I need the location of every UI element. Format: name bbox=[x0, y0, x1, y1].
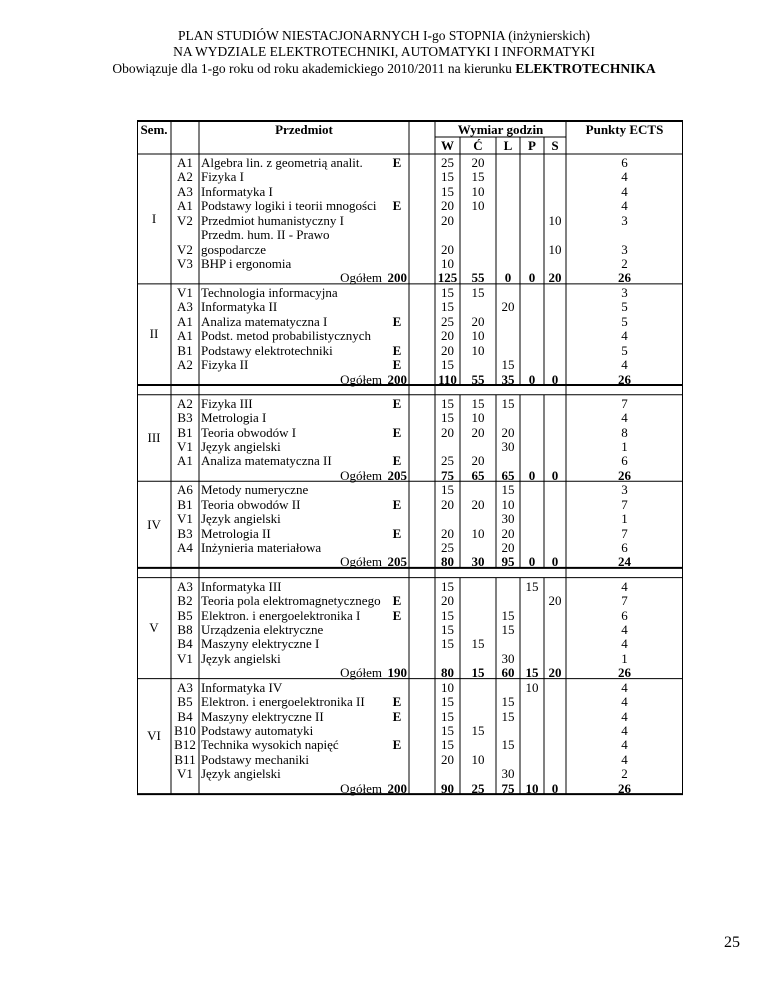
subject-code: A6 bbox=[177, 482, 193, 498]
exam-marker: E bbox=[392, 342, 402, 358]
header-line-2: NA WYDZIALE ELEKTROTECHNIKI, AUTOMATYKI I INFORMATYKI bbox=[173, 44, 595, 59]
ects-points: 3 bbox=[621, 284, 628, 300]
ects-points: 6 bbox=[621, 453, 628, 469]
hours-l: 15 bbox=[501, 607, 515, 623]
hours-l: 15 bbox=[501, 621, 515, 637]
hours-c: 15 bbox=[471, 722, 485, 738]
subject-code: V1 bbox=[177, 284, 193, 300]
subject-name: Algebra lin. z geometrią analit. bbox=[201, 155, 363, 170]
subject-name: Elektron. i energoelektronika I bbox=[201, 607, 361, 623]
hours-c: 10 bbox=[471, 751, 485, 767]
total-label: Ogółem bbox=[340, 467, 382, 483]
header-line-3 bbox=[0, 61, 768, 77]
subject-name: Przedm. hum. II - Prawo bbox=[201, 227, 330, 243]
hours-w: 25 bbox=[441, 540, 454, 556]
hours-w: 15 bbox=[441, 183, 454, 199]
ects-points: 2 bbox=[621, 256, 628, 272]
subject-name: Podst. metod probabilistycznych bbox=[201, 328, 372, 344]
hours-w: 25 bbox=[441, 155, 454, 170]
subject-code: B10 bbox=[174, 722, 196, 738]
hours-p: 10 bbox=[525, 679, 539, 695]
ects-points: 5 bbox=[621, 313, 628, 329]
ects-points: 7 bbox=[621, 525, 628, 541]
ects-points: 7 bbox=[621, 395, 628, 411]
subject-name: Teoria pola elektromagnetycznego bbox=[201, 593, 381, 609]
subject-name: Język angielski bbox=[201, 766, 281, 782]
subject-name: Język angielski bbox=[201, 511, 281, 527]
hours-s: 10 bbox=[548, 212, 562, 228]
exam-marker: E bbox=[392, 453, 402, 469]
semester-label: IV bbox=[147, 516, 161, 532]
hours-w: 15 bbox=[441, 722, 454, 738]
total-l: 0 bbox=[504, 270, 512, 286]
subject-name: Przedmiot humanistyczny I bbox=[201, 212, 344, 228]
total-c: 55 bbox=[471, 270, 485, 286]
exam-marker: E bbox=[392, 424, 402, 440]
subject-name: Fizyka I bbox=[201, 169, 244, 185]
hours-c: 20 bbox=[471, 453, 485, 469]
total-s: 0 bbox=[551, 467, 559, 483]
hours-w: 10 bbox=[441, 256, 454, 272]
total-label: Ogółem bbox=[340, 554, 382, 570]
ects-points: 8 bbox=[621, 424, 628, 440]
subject-code: V2 bbox=[177, 212, 193, 228]
total-c: 30 bbox=[471, 554, 485, 570]
hours-c: 10 bbox=[471, 328, 485, 344]
hours-l: 20 bbox=[501, 525, 515, 541]
subject-code: V2 bbox=[177, 241, 193, 257]
total-w: 90 bbox=[441, 780, 454, 796]
subject-code: A3 bbox=[177, 679, 193, 695]
total-s: 0 bbox=[551, 780, 559, 796]
hours-w: 20 bbox=[441, 593, 454, 609]
subject-code: B11 bbox=[174, 751, 196, 767]
total-w: 80 bbox=[441, 554, 454, 570]
subject-code: A2 bbox=[177, 357, 193, 373]
subject-code: A1 bbox=[177, 198, 193, 214]
hours-w: 20 bbox=[441, 525, 454, 541]
hours-l: 15 bbox=[501, 482, 515, 498]
hours-w: 15 bbox=[441, 607, 454, 623]
hours-c: 10 bbox=[471, 410, 485, 426]
ects-points: 3 bbox=[621, 241, 628, 257]
exam-marker: E bbox=[392, 607, 402, 623]
subject-code: A1 bbox=[177, 313, 193, 329]
exam-marker: E bbox=[392, 155, 402, 170]
subject-code: V3 bbox=[177, 256, 193, 272]
total-l: 60 bbox=[501, 665, 515, 681]
subject-code: A4 bbox=[177, 540, 193, 556]
hours-w: 15 bbox=[441, 578, 454, 594]
hours-c: 15 bbox=[471, 284, 485, 300]
ects-points: 4 bbox=[621, 737, 628, 753]
hours-w: 15 bbox=[441, 410, 454, 426]
hours-s: 20 bbox=[548, 593, 562, 609]
subject-code: A1 bbox=[177, 155, 193, 170]
subject-code: B4 bbox=[177, 636, 193, 652]
total-ects: 26 bbox=[618, 665, 631, 681]
hours-l: 20 bbox=[501, 424, 515, 440]
semester-label: I bbox=[151, 210, 157, 226]
ects-points: 2 bbox=[621, 766, 628, 782]
subject-code: A2 bbox=[177, 169, 193, 185]
subject-name: Podstawy elektrotechniki bbox=[201, 342, 333, 358]
hours-w: 20 bbox=[441, 198, 454, 214]
subject-code: B5 bbox=[177, 694, 193, 710]
hours-w: 15 bbox=[441, 395, 454, 411]
subject-name: Język angielski bbox=[201, 438, 281, 454]
total-ects: 26 bbox=[618, 467, 631, 483]
hours-l: 15 bbox=[501, 708, 515, 724]
total-p: 0 bbox=[528, 467, 536, 483]
page-number: 25 bbox=[724, 934, 740, 951]
subject-code: B12 bbox=[174, 737, 196, 753]
ects-points: 4 bbox=[621, 679, 628, 695]
hours-c: 10 bbox=[471, 183, 485, 199]
hours-l: 30 bbox=[501, 766, 515, 782]
hours-c: 20 bbox=[471, 155, 485, 170]
semester-label: V bbox=[149, 620, 159, 636]
hours-w: 15 bbox=[441, 694, 454, 710]
subject-code: A3 bbox=[177, 299, 193, 315]
total-l: 75 bbox=[501, 780, 515, 796]
subject-name: Technologia informacyjna bbox=[201, 284, 338, 300]
hours-l: 20 bbox=[501, 540, 515, 556]
column-header-sem: Sem. bbox=[140, 122, 168, 137]
hours-p: 15 bbox=[525, 578, 539, 594]
subject-name: Analiza matematyczna I bbox=[201, 313, 328, 329]
hours-w: 15 bbox=[441, 357, 454, 373]
hours-l: 30 bbox=[501, 511, 515, 527]
subject-code: A3 bbox=[177, 578, 193, 594]
column-header-s: S bbox=[551, 138, 559, 153]
subject-name: Elektron. i energoelektronika II bbox=[201, 694, 365, 710]
exam-marker: E bbox=[392, 593, 402, 609]
hours-w: 15 bbox=[441, 636, 454, 652]
subject-name: Teoria obwodów II bbox=[201, 496, 301, 512]
hours-l: 10 bbox=[501, 496, 515, 512]
hours-c: 10 bbox=[471, 525, 485, 541]
ects-points: 5 bbox=[621, 342, 628, 358]
hours-c: 20 bbox=[471, 313, 485, 329]
hours-w: 25 bbox=[441, 313, 454, 329]
subject-name: Analiza matematyczna II bbox=[201, 453, 332, 469]
hours-w: 20 bbox=[441, 212, 454, 228]
total-s: 20 bbox=[548, 665, 562, 681]
subject-name: Teoria obwodów I bbox=[201, 424, 297, 440]
ects-points: 4 bbox=[621, 198, 628, 214]
column-header-subject: Przedmiot bbox=[275, 122, 333, 137]
total-w: 80 bbox=[441, 665, 454, 681]
subject-name: BHP i ergonomia bbox=[201, 256, 292, 272]
subject-code: A2 bbox=[177, 395, 193, 411]
ects-points: 4 bbox=[621, 636, 628, 652]
ects-points: 4 bbox=[621, 694, 628, 710]
exam-marker: E bbox=[392, 198, 402, 214]
subject-code: B2 bbox=[177, 593, 193, 609]
subject-name: Technika wysokich napięć bbox=[201, 737, 339, 753]
column-header-l: L bbox=[503, 138, 513, 153]
study-plan-table bbox=[137, 120, 683, 800]
hours-c: 20 bbox=[471, 424, 485, 440]
hours-w: 15 bbox=[441, 482, 454, 498]
total-p: 0 bbox=[528, 270, 536, 286]
hours-s: 10 bbox=[548, 241, 562, 257]
subject-code: B1 bbox=[177, 342, 193, 358]
subject-name: Fizyka II bbox=[201, 357, 249, 373]
ects-points: 3 bbox=[621, 482, 628, 498]
total-ects: 26 bbox=[618, 371, 631, 387]
hours-c: 15 bbox=[471, 395, 485, 411]
total-hours: 200 bbox=[387, 270, 407, 286]
subject-name-continued: gospodarcze bbox=[201, 241, 266, 257]
subject-name: Informatyka III bbox=[201, 578, 282, 594]
subject-code: A1 bbox=[177, 453, 193, 469]
ects-points: 1 bbox=[621, 650, 628, 666]
header-line-1: PLAN STUDIÓW NIESTACJONARNYCH I-go STOPNIA (inżynierskich) bbox=[177, 28, 591, 43]
exam-marker: E bbox=[392, 496, 402, 512]
subject-name: Podstawy logiki i teorii mnogości bbox=[201, 198, 377, 214]
subject-name: Maszyny elektryczne I bbox=[201, 636, 320, 652]
subject-name: Inżynieria materiałowa bbox=[201, 540, 322, 556]
ects-points: 4 bbox=[621, 328, 628, 344]
subject-code: V1 bbox=[177, 438, 193, 454]
hours-w: 15 bbox=[441, 284, 454, 300]
exam-marker: E bbox=[392, 708, 402, 724]
total-label: Ogółem bbox=[340, 371, 382, 387]
total-label: Ogółem bbox=[340, 665, 382, 681]
hours-c: 10 bbox=[471, 342, 485, 358]
hours-w: 20 bbox=[441, 342, 454, 358]
column-header-c: Ć bbox=[473, 138, 483, 153]
hours-w: 20 bbox=[441, 496, 454, 512]
subject-name: Podstawy mechaniki bbox=[201, 751, 309, 767]
subject-name: Informatyka II bbox=[201, 299, 278, 315]
ects-points: 6 bbox=[621, 607, 628, 623]
total-ects: 26 bbox=[618, 780, 631, 796]
total-l: 95 bbox=[501, 554, 515, 570]
hours-l: 15 bbox=[501, 737, 515, 753]
hours-w: 15 bbox=[441, 299, 454, 315]
subject-code: B8 bbox=[177, 621, 193, 637]
subject-code: V1 bbox=[177, 650, 193, 666]
semester-label: II bbox=[149, 326, 159, 342]
exam-marker: E bbox=[392, 737, 402, 753]
header-line-3-prefix: Obowiązuje dla 1-go roku od roku akademickiego 2010/2011 na kierunku bbox=[112, 61, 516, 76]
total-w: 75 bbox=[441, 467, 454, 483]
total-s: 0 bbox=[551, 554, 559, 570]
subject-code: B1 bbox=[177, 424, 193, 440]
hours-w: 10 bbox=[441, 679, 454, 695]
subject-name: Metrologia I bbox=[201, 410, 267, 426]
subject-name: Maszyny elektryczne II bbox=[201, 708, 324, 724]
hours-w: 20 bbox=[441, 241, 454, 257]
hours-c: 15 bbox=[471, 636, 485, 652]
subject-code: A3 bbox=[177, 183, 193, 199]
hours-c: 20 bbox=[471, 496, 485, 512]
hours-l: 15 bbox=[501, 694, 515, 710]
total-c: 65 bbox=[471, 467, 485, 483]
exam-marker: E bbox=[392, 694, 402, 710]
total-ects: 24 bbox=[618, 554, 631, 570]
hours-w: 20 bbox=[441, 751, 454, 767]
hours-w: 15 bbox=[441, 169, 454, 185]
semester-label: III bbox=[147, 429, 161, 445]
hours-c: 10 bbox=[471, 198, 485, 214]
subject-code: B5 bbox=[177, 607, 193, 623]
total-p: 0 bbox=[528, 371, 536, 387]
total-hours: 205 bbox=[387, 554, 407, 570]
total-c: 25 bbox=[471, 780, 485, 796]
subject-code: V1 bbox=[177, 511, 193, 527]
ects-points: 4 bbox=[621, 621, 628, 637]
total-w: 125 bbox=[437, 270, 458, 286]
ects-points: 4 bbox=[621, 708, 628, 724]
column-header-p: P bbox=[528, 138, 536, 153]
total-label: Ogółem bbox=[340, 270, 382, 286]
subject-name: Podstawy automatyki bbox=[201, 722, 314, 738]
ects-points: 7 bbox=[621, 593, 628, 609]
ects-points: 6 bbox=[621, 540, 628, 556]
hours-w: 15 bbox=[441, 621, 454, 637]
ects-points: 4 bbox=[621, 578, 628, 594]
subject-name: Fizyka III bbox=[201, 395, 253, 411]
subject-code: A1 bbox=[177, 328, 193, 344]
ects-points: 7 bbox=[621, 496, 628, 512]
ects-points: 4 bbox=[621, 183, 628, 199]
total-l: 65 bbox=[501, 467, 515, 483]
subject-name: Metrologia II bbox=[201, 525, 271, 541]
subject-name: Informatyka IV bbox=[201, 679, 283, 695]
subject-code: B1 bbox=[177, 496, 193, 512]
hours-w: 15 bbox=[441, 708, 454, 724]
column-header-ects: Punkty ECTS bbox=[585, 122, 664, 137]
ects-points: 1 bbox=[621, 438, 628, 454]
total-c: 15 bbox=[471, 665, 485, 681]
ects-points: 4 bbox=[621, 722, 628, 738]
subject-name: Urządzenia elektryczne bbox=[201, 621, 324, 637]
hours-w: 20 bbox=[441, 328, 454, 344]
total-s: 0 bbox=[551, 371, 559, 387]
total-p: 15 bbox=[525, 665, 539, 681]
hours-c: 15 bbox=[471, 169, 485, 185]
exam-marker: E bbox=[392, 395, 402, 411]
ects-points: 4 bbox=[621, 410, 628, 426]
subject-code: B3 bbox=[177, 410, 193, 426]
ects-points: 5 bbox=[621, 299, 628, 315]
hours-l: 30 bbox=[501, 438, 515, 454]
ects-points: 4 bbox=[621, 357, 628, 373]
total-ects: 26 bbox=[618, 270, 631, 286]
hours-w: 15 bbox=[441, 737, 454, 753]
hours-l: 15 bbox=[501, 395, 515, 411]
column-header-hours: Wymiar godzin bbox=[457, 122, 544, 137]
hours-l: 30 bbox=[501, 650, 515, 666]
hours-l: 20 bbox=[501, 299, 515, 315]
ects-points: 3 bbox=[621, 212, 628, 228]
total-s: 20 bbox=[548, 270, 562, 286]
total-c: 55 bbox=[471, 371, 485, 387]
total-hours: 200 bbox=[387, 780, 407, 796]
hours-w: 25 bbox=[441, 453, 454, 469]
total-hours: 200 bbox=[387, 371, 407, 387]
subject-code: B3 bbox=[177, 525, 193, 541]
total-hours: 190 bbox=[387, 665, 407, 681]
total-l: 35 bbox=[501, 371, 515, 387]
total-p: 10 bbox=[525, 780, 539, 796]
exam-marker: E bbox=[392, 313, 402, 329]
total-p: 0 bbox=[528, 554, 536, 570]
exam-marker: E bbox=[392, 357, 402, 373]
total-w: 110 bbox=[438, 371, 457, 387]
ects-points: 6 bbox=[621, 155, 628, 170]
header-field-of-study: ELEKTROTECHNIKA bbox=[515, 61, 656, 76]
total-label: Ogółem bbox=[340, 780, 382, 796]
subject-name: Język angielski bbox=[201, 650, 281, 666]
subject-name: Metody numeryczne bbox=[201, 482, 309, 498]
hours-l: 15 bbox=[501, 357, 515, 373]
subject-code: V1 bbox=[177, 766, 193, 782]
ects-points: 4 bbox=[621, 751, 628, 767]
subject-code: B4 bbox=[177, 708, 193, 724]
ects-points: 1 bbox=[621, 511, 628, 527]
semester-label: VI bbox=[147, 728, 161, 744]
hours-w: 20 bbox=[441, 424, 454, 440]
subject-name: Informatyka I bbox=[201, 183, 273, 199]
ects-points: 4 bbox=[621, 169, 628, 185]
exam-marker: E bbox=[392, 525, 402, 541]
total-hours: 205 bbox=[387, 467, 407, 483]
column-header-w: W bbox=[441, 138, 454, 153]
